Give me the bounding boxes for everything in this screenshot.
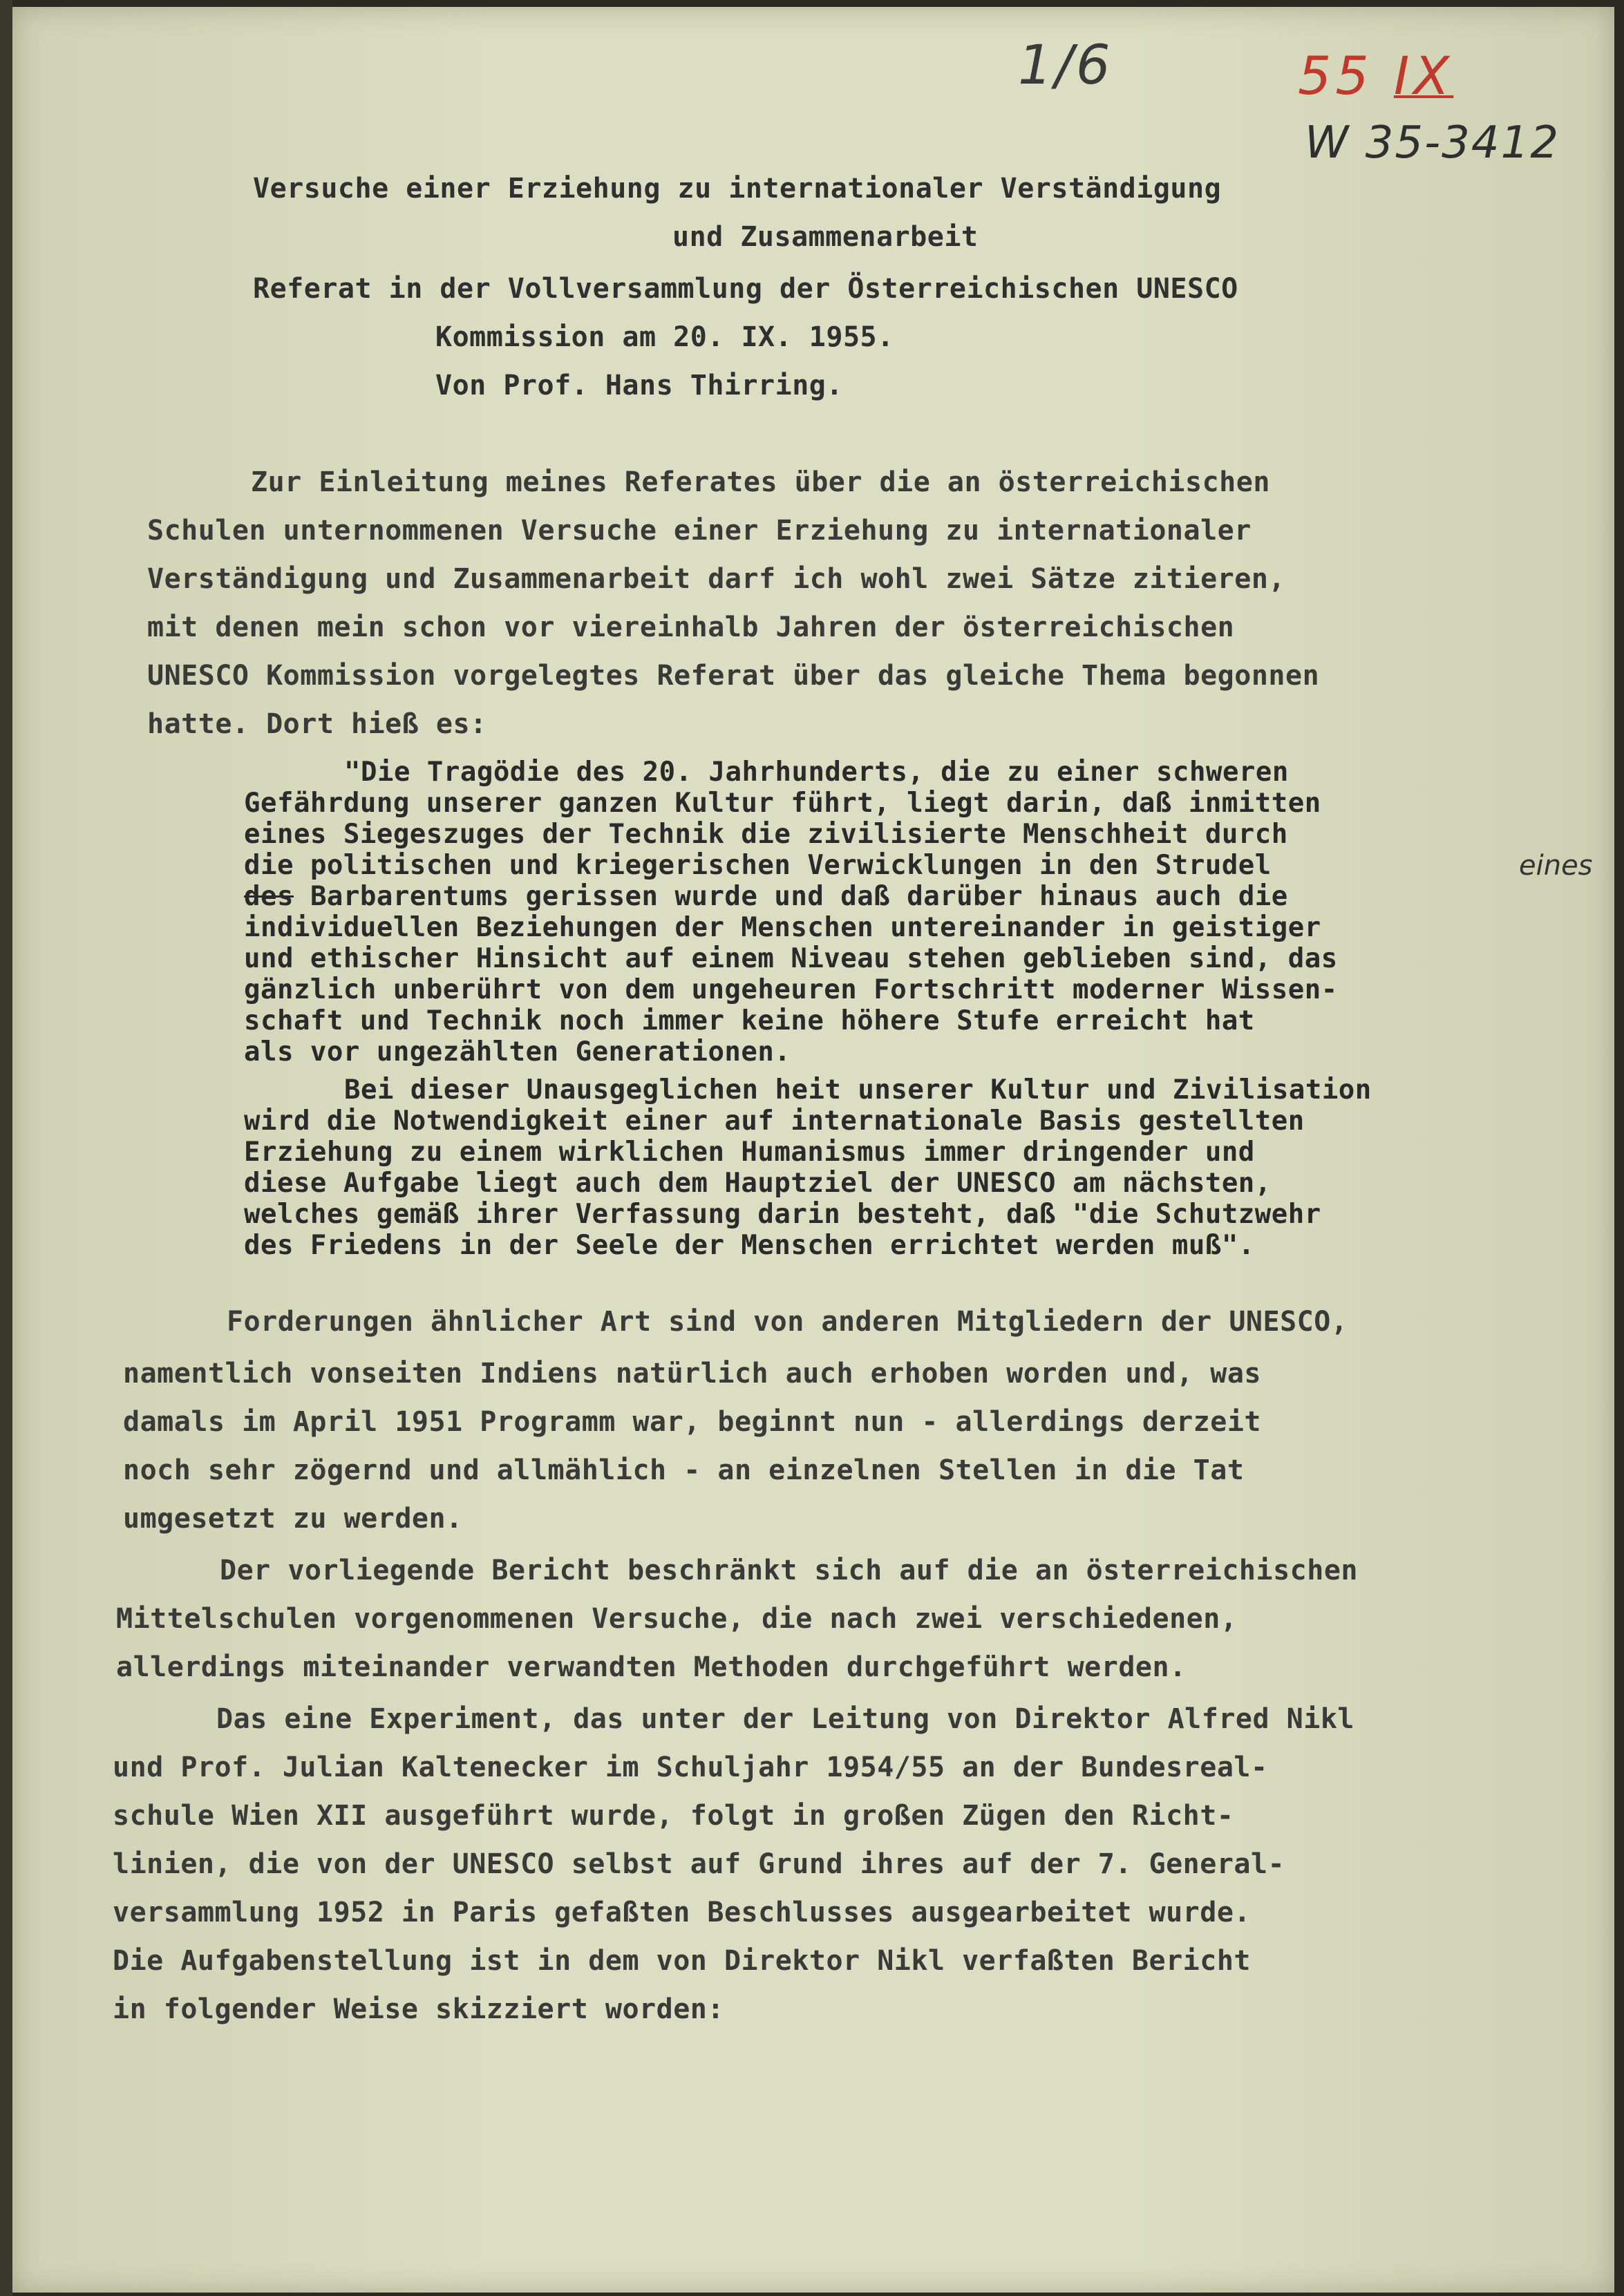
title-line-3: Referat in der Vollversammlung der Österreichischen UNESCO (253, 273, 1238, 305)
quote-line: "Die Tragödie des 20. Jahrhunderts, die zu einer schweren (344, 757, 1289, 788)
quote-line: Gefährdung unserer ganzen Kultur führt, liegt darin, daß inmitten (244, 788, 1321, 819)
intro-line: UNESCO Kommission vorgelegtes Referat über das gleiche Thema begonnen (147, 660, 1320, 692)
intro-line: Verständigung und Zusammenarbeit darf ich wohl zwei Sätze zitieren, (147, 563, 1285, 595)
body-line: damals im April 1951 Programm war, beginnt nun - allerdings derzeit (123, 1406, 1261, 1438)
quote-line: Bei dieser Unausgeglichen heit unserer Kultur und Zivilisation (344, 1074, 1372, 1106)
struck-word: des (244, 881, 294, 912)
body-line: Die Aufgabenstellung ist in dem von Direktor Nikl verfaßten Bericht (113, 1945, 1251, 1977)
quote-line: diese Aufgabe liegt auch dem Hauptziel der UNESCO am nächsten, (244, 1168, 1272, 1199)
body-line: noch sehr zögernd und allmählich - an einzelnen Stellen in die Tat (123, 1454, 1245, 1486)
handwritten-red-number (1298, 45, 1453, 106)
body-line: allerdings miteinander verwandten Methoden durchgeführt werden. (116, 1651, 1187, 1683)
body-line: Mittelschulen vorgenommenen Versuche, die nach zwei verschiedenen, (116, 1603, 1238, 1635)
quote-line: schaft und Technik noch immer keine höhere Stufe erreicht hat (244, 1005, 1255, 1036)
quote-line: eines Siegeszuges der Technik die zivilisierte Menschheit durch (244, 819, 1288, 850)
handwritten-archive-reference: W 35-3412 (1305, 117, 1560, 169)
intro-line: Zur Einleitung meines Referates über die an österreichischen (251, 466, 1270, 498)
body-line: versammlung 1952 in Paris gefaßten Beschlusses ausgearbeitet wurde. (113, 1897, 1251, 1928)
title-line-1: Versuche einer Erziehung zu internationaler Verständigung (253, 173, 1222, 205)
body-line: in folgender Weise skizziert worden: (113, 1993, 724, 2025)
body-line: Forderungen ähnlicher Art sind von anderen Mitgliedern der UNESCO, (227, 1306, 1348, 1338)
body-line: umgesetzt zu werden. (123, 1503, 463, 1535)
quote-line: des Friedens in der Seele der Menschen errichtet werden muß". (244, 1230, 1255, 1261)
scan-edge (0, 0, 12, 2296)
quote-line: wird die Notwendigkeit einer auf internationale Basis gestellten (244, 1106, 1305, 1137)
quote-line: Erziehung zu einem wirklichen Humanismus immer dringender und (244, 1137, 1255, 1168)
body-line: und Prof. Julian Kaltenecker im Schuljahr 1954/55 an der Bundesreal- (113, 1752, 1268, 1783)
quote-line: welches gemäß ihrer Verfassung darin besteht, daß "die Schutzwehr (244, 1199, 1321, 1230)
intro-line: hatte. Dort hieß es: (147, 708, 487, 740)
intro-line: Schulen unternommenen Versuche einer Erziehung zu internationaler (147, 515, 1252, 547)
quote-line: und ethischer Hinsicht auf einem Niveau stehen geblieben sind, das (244, 943, 1338, 974)
title-line-2: und Zusammenarbeit (672, 221, 979, 253)
author-line: Von Prof. Hans Thirring. (435, 370, 843, 401)
red-roman-numeral: IX (1393, 45, 1454, 106)
body-line: Das eine Experiment, das unter der Leitung von Direktor Alfred Nikl (216, 1703, 1354, 1735)
quote-line: als vor ungezählten Generationen. (244, 1036, 791, 1068)
quote-line-text: Barbarentums gerissen wurde und daß darüber hinaus auch die (310, 881, 1288, 912)
body-line: linien, die von der UNESCO selbst auf Grund ihres auf der 7. General- (113, 1848, 1285, 1880)
document-page (12, 7, 1614, 2293)
quote-line: gänzlich unberührt von dem ungeheuren Fortschritt moderner Wissen- (244, 974, 1338, 1005)
handwritten-insert: eines (1519, 850, 1593, 882)
body-line: schule Wien XII ausgeführt wurde, folgt in großen Zügen den Richt- (113, 1800, 1234, 1832)
title-line-4: Kommission am 20. IX. 1955. (435, 321, 894, 353)
red-number: 55 (1298, 45, 1373, 106)
quote-line: individuellen Beziehungen der Menschen untereinander in geistiger (244, 912, 1321, 943)
quote-line (244, 881, 1288, 912)
handwritten-page-number: 1/6 (1018, 35, 1113, 97)
intro-line: mit denen mein schon vor viereinhalb Jahren der österreichischen (147, 611, 1235, 643)
body-line: Der vorliegende Bericht beschränkt sich auf die an österreichischen (220, 1555, 1358, 1586)
quote-line: die politischen und kriegerischen Verwicklungen in den Strudel (244, 850, 1272, 881)
body-line: namentlich vonseiten Indiens natürlich auch erhoben worden und, was (123, 1358, 1261, 1389)
